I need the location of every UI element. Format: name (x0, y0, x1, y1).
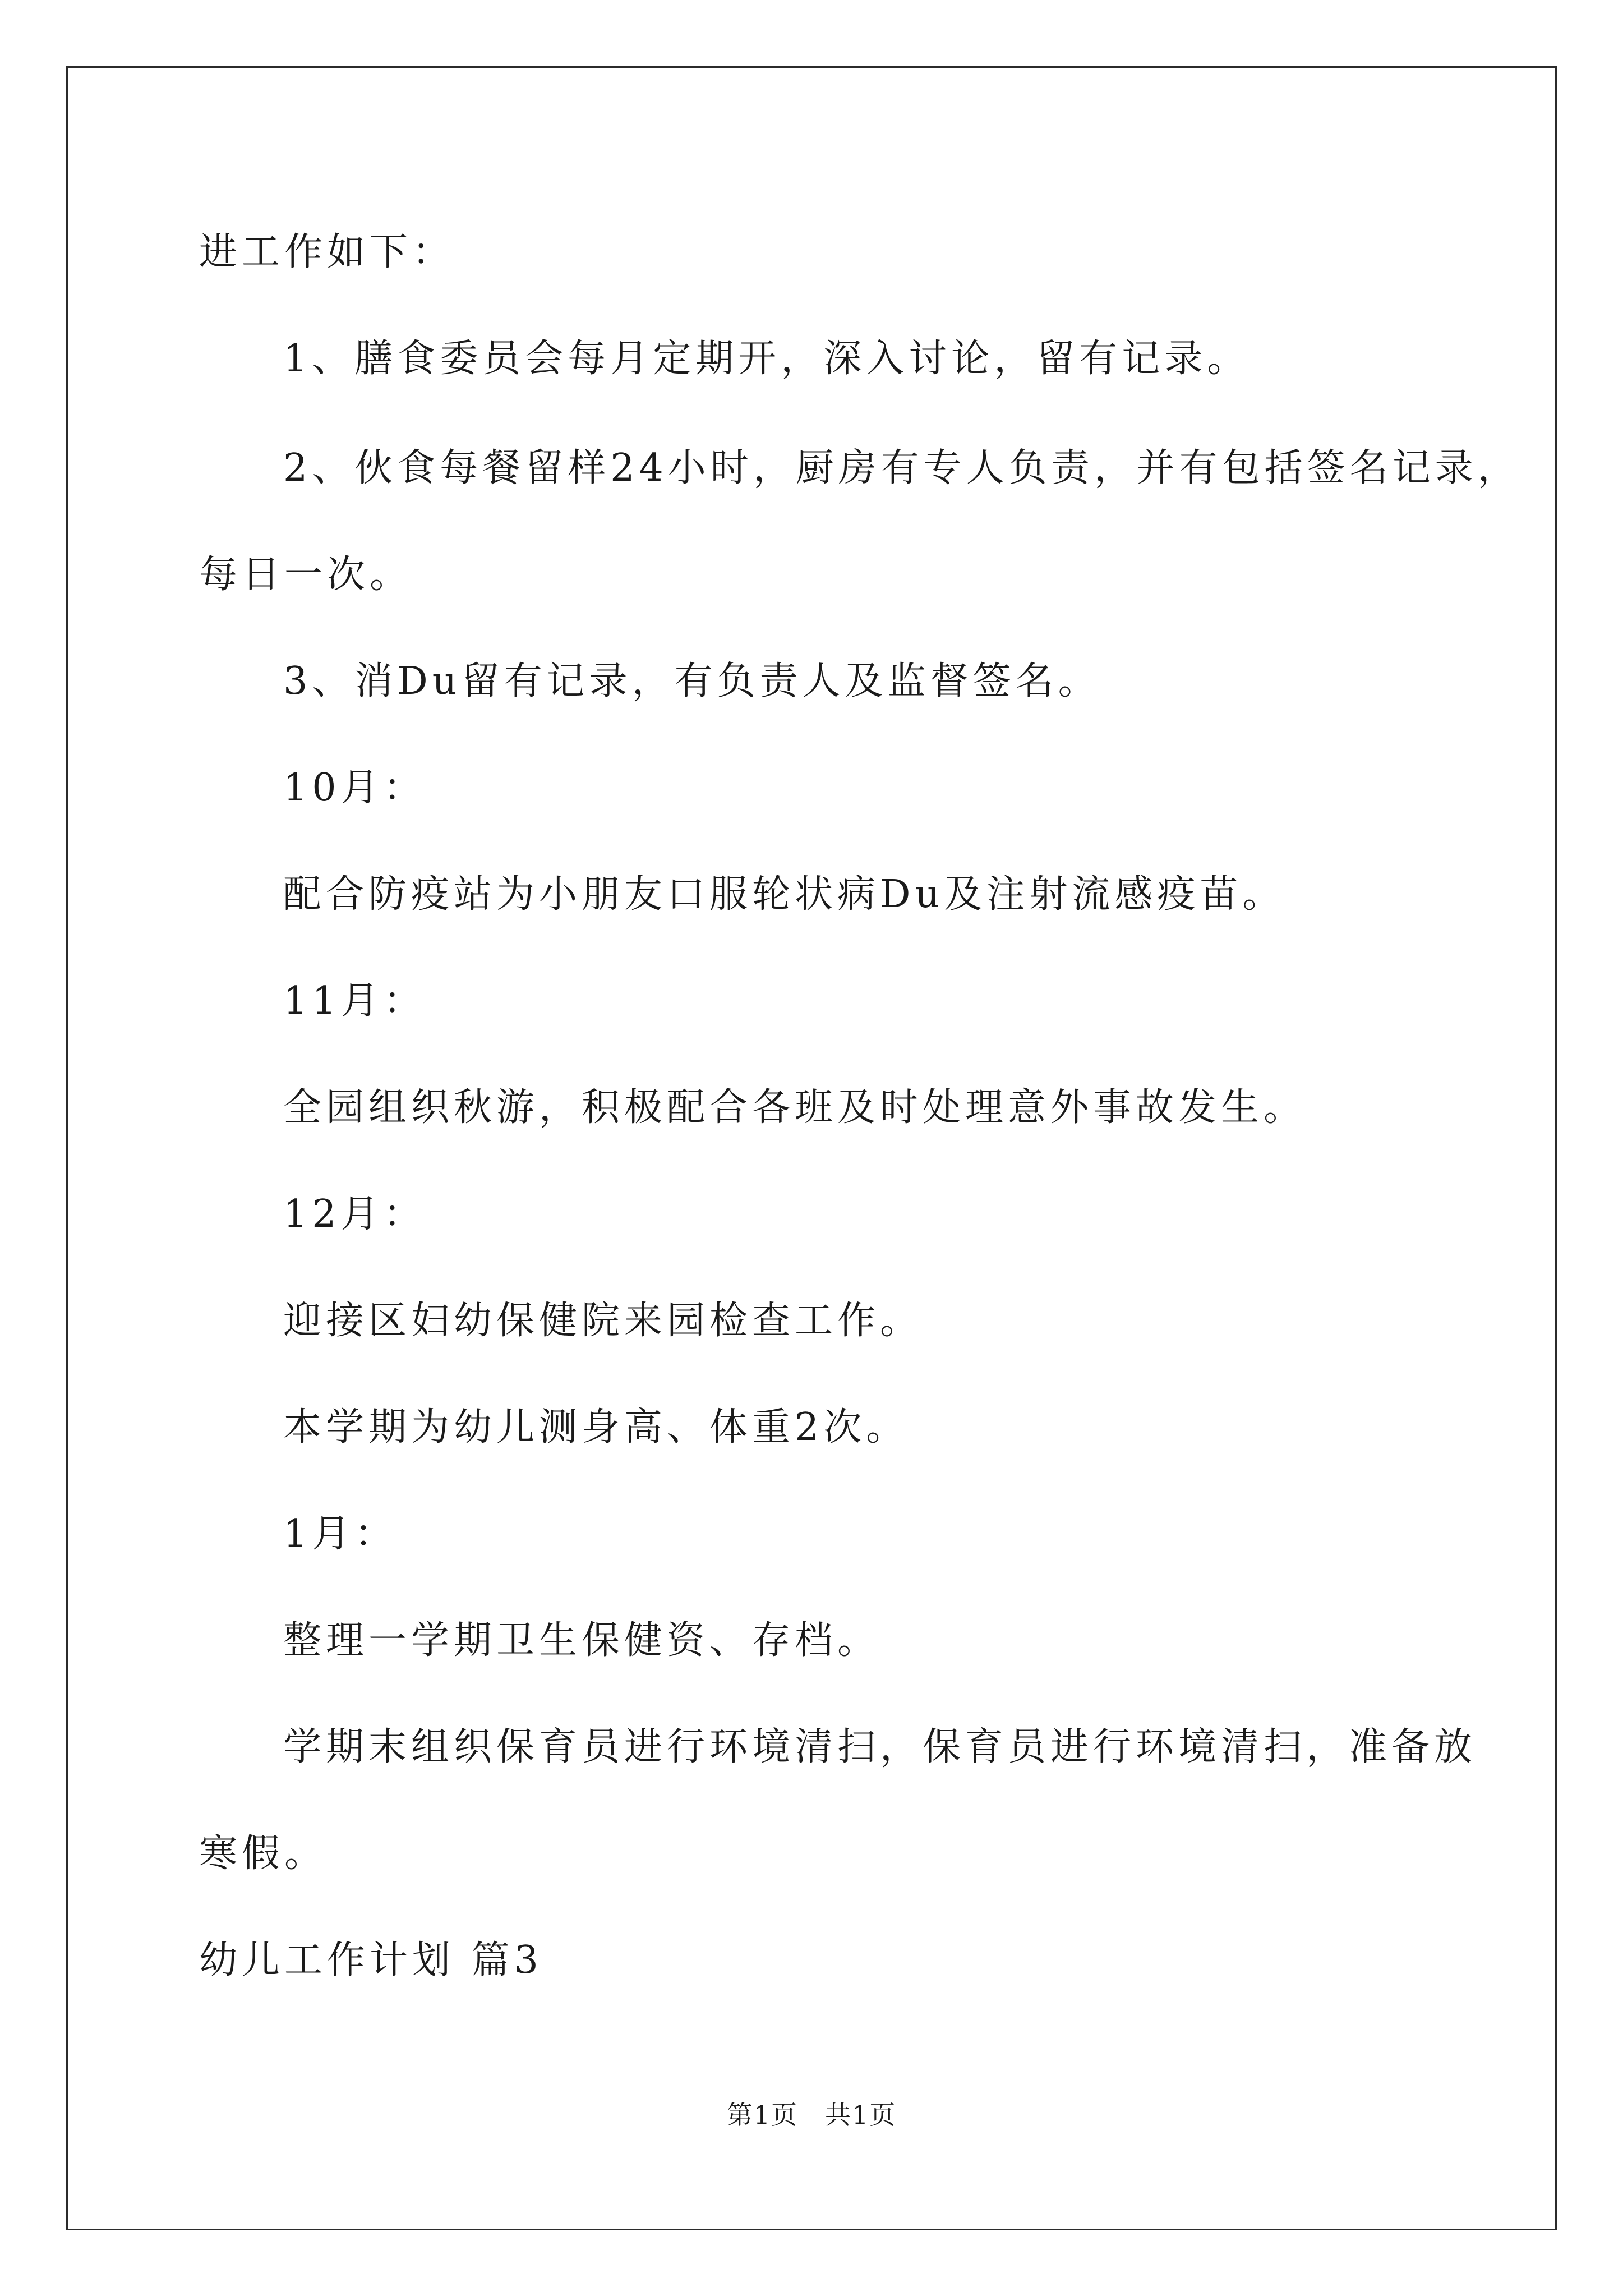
page-border (66, 66, 1557, 2230)
paragraph-line: 配合防疫站为小朋友口服轮状病Du及注射流感疫苗。 (283, 872, 1285, 917)
section-heading: 11月： (283, 979, 426, 1023)
article-title: 幼儿工作计划 篇3 (199, 1938, 543, 1982)
section-heading: 12月： (283, 1192, 426, 1236)
paragraph-line: 每日一次。 (199, 553, 413, 597)
page-footer: 第1页 共1页 (726, 2100, 897, 2130)
paragraph-line: 全园组织秋游，积极配合各班及时处理意外事故发生。 (283, 1085, 1307, 1130)
paragraph-line: 迎接区妇幼保健院来园检查工作。 (283, 1299, 923, 1343)
paragraph-line: 本学期为幼儿测身高、体重2次。 (283, 1405, 909, 1450)
paragraph-line: 3、消Du留有记录，有负责人及监督签名。 (283, 659, 1101, 703)
paragraph-line: 学期末组织保育员进行环境清扫，保育员进行环境清扫，准备放 (283, 1725, 1477, 1769)
paragraph-line: 1、膳食委员会每月定期开，深入讨论，留有记录。 (283, 337, 1250, 381)
section-heading: 1月： (283, 1512, 398, 1556)
paragraph-line: 寒假。 (199, 1832, 328, 1876)
paragraph-line: 整理一学期卫生保健资、存档。 (283, 1618, 880, 1663)
paragraph-line: 进工作如下： (199, 230, 455, 274)
section-heading: 10月： (283, 766, 426, 810)
paragraph-line: 2、伙食每餐留样24小时，厨房有专人负责，并有包括签名记录， (283, 446, 1520, 490)
